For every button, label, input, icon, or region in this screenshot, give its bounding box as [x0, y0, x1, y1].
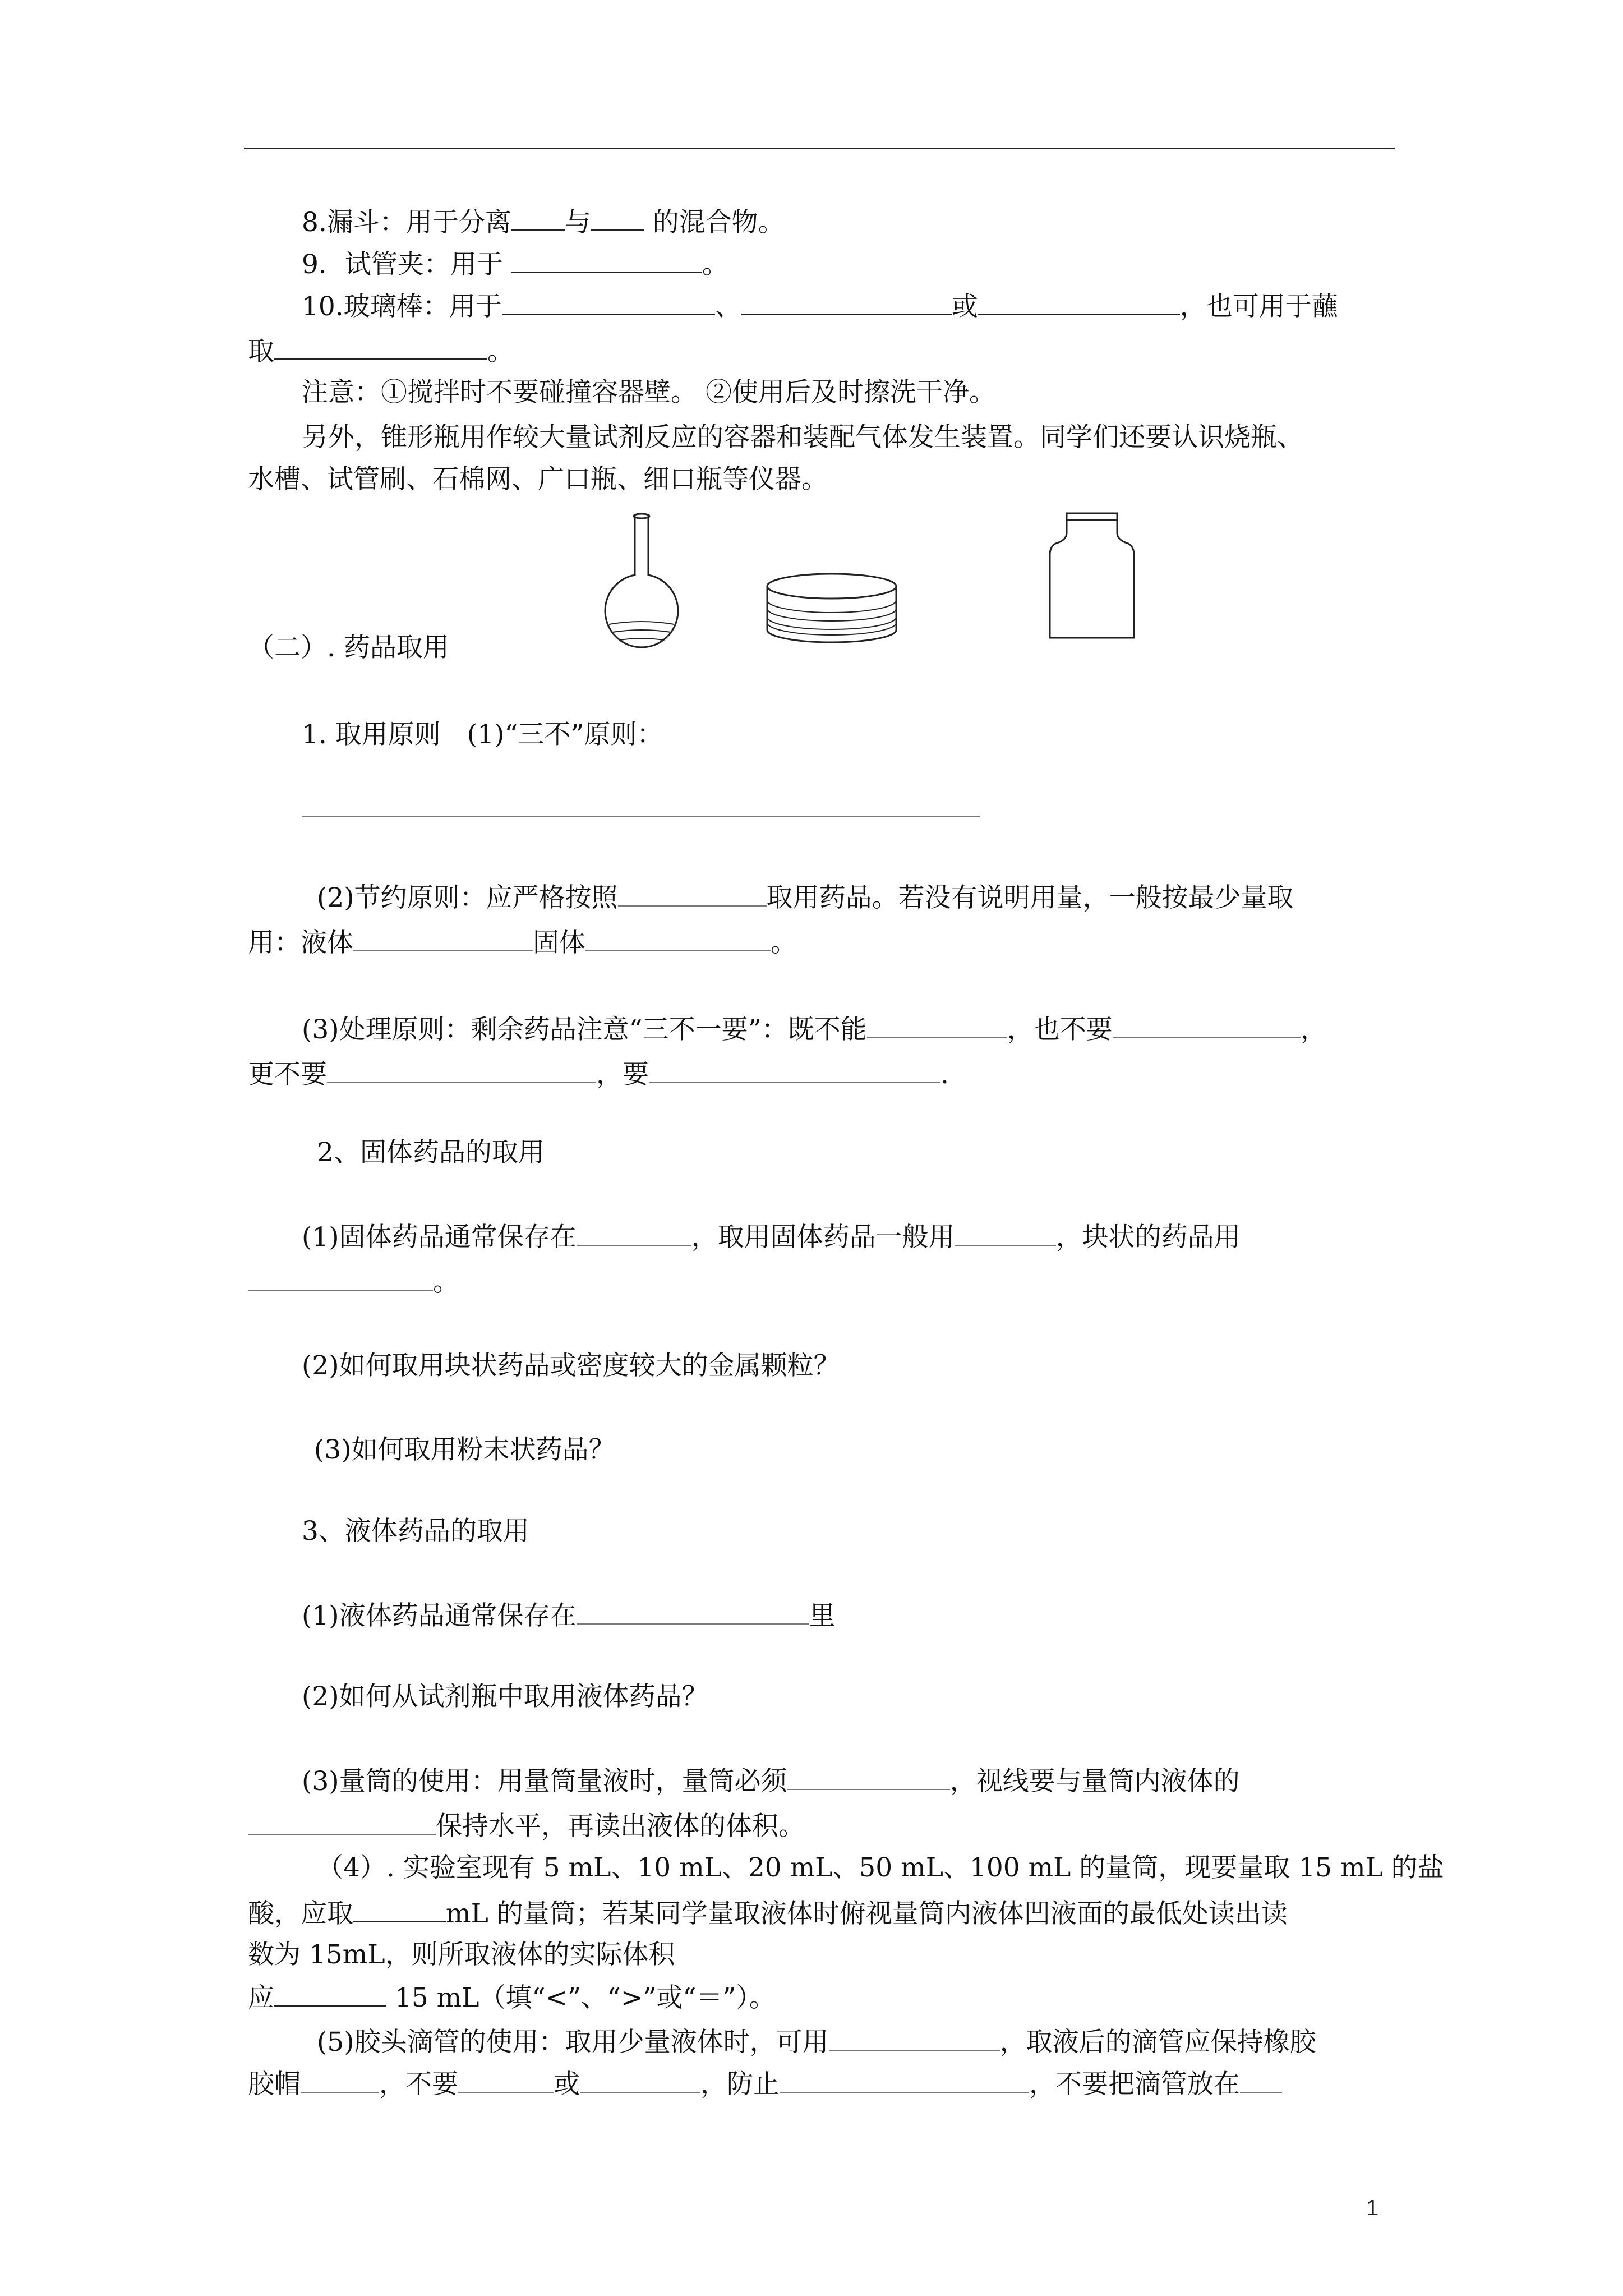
answer-blank[interactable] [248, 1265, 433, 1291]
answer-blank[interactable] [1113, 1013, 1301, 1038]
answer-blank[interactable] [458, 2067, 554, 2093]
item-funnel: 8.漏斗：用于分离 与 的混合物。 [302, 205, 785, 240]
principle-economy-cont: 用：液体 固体 。 [248, 926, 797, 960]
wide-mouth-bottle-icon [1050, 513, 1134, 638]
subsection-heading: 3、液体药品的取用 [302, 1516, 529, 1547]
answer-blank[interactable] [978, 289, 1180, 315]
answer-blank[interactable] [353, 1896, 446, 1922]
apparatus-illustrations [594, 508, 1155, 654]
item-glass-rod-cont: 取 。 [248, 334, 514, 369]
answer-blank[interactable] [353, 926, 533, 951]
principle-disposal-cont: 更不要 ，要 . [248, 1057, 949, 1092]
paragraph-text: 水槽、试管刷、石棉网、广口瓶、细口瓶等仪器。 [248, 464, 828, 495]
liquid-storage: (1)液体药品通常保存在 里 [302, 1599, 836, 1633]
answer-blank[interactable] [327, 1057, 596, 1083]
item-glass-rod: 10.玻璃棒：用于 、 或 ，也可用于蘸 [302, 289, 1338, 324]
solid-storage: (1)固体药品通常保存在 ，取用固体药品一般用 ，块状的药品用 [302, 1220, 1241, 1254]
graduated-cylinder-use-cont: 保持水平，再读出液体的体积。 [248, 1809, 805, 1843]
answer-blank[interactable] [577, 1220, 691, 1246]
page-number: 1 [1366, 2196, 1379, 2220]
answer-blank[interactable] [867, 1013, 1007, 1038]
question-text: (2)如何从试剂瓶中取用液体药品？ [302, 1681, 708, 1712]
principle-economy: (2)节约原则：应严格按照 取用药品。若没有说明用量，一般按最少量取 [317, 881, 1294, 915]
cylinder-question: （4）. 实验室现有 5 mL、10 mL、20 mL、50 mL、100 mL 的量筒，现要量取 15 mL 的盐 [317, 1852, 1444, 1883]
solid-storage-cont: 。 [248, 1265, 459, 1299]
answer-blank[interactable] [591, 205, 644, 231]
cylinder-question-cont: 应 15 mL（填“<”、“>”或“＝”）。 [248, 1980, 776, 2015]
answer-blank[interactable] [741, 289, 952, 315]
answer-blank[interactable] [511, 205, 565, 231]
answer-blank[interactable] [577, 1599, 809, 1625]
answer-blank[interactable] [780, 2067, 1029, 2093]
paragraph-text: 另外，锥形瓶用作较大量试剂反应的容器和装配气体发生装置。同学们还要认识烧瓶、 [302, 422, 1303, 453]
answer-blank[interactable] [301, 2067, 379, 2093]
flask-icon [605, 514, 678, 647]
water-trough-icon [767, 574, 896, 642]
answer-blank[interactable] [829, 2025, 1000, 2051]
answer-blank[interactable] [274, 1980, 386, 2007]
answer-blank[interactable] [502, 289, 715, 315]
answer-blank[interactable] [787, 1764, 950, 1790]
answer-blank[interactable] [274, 334, 487, 360]
cylinder-question-cont: 数为 15mL，则所取液体的实际体积 [248, 1939, 675, 1970]
note-text: 注意：①搅拌时不要碰撞容器壁。 ②使用后及时擦洗干净。 [302, 377, 995, 408]
item-test-tube-clamp: 9．试管夹：用于 。 [302, 247, 728, 282]
dropper-use-cont: 胶帽 ，不要 或 ，防止 ，不要把滴管放在 [248, 2067, 1282, 2101]
graduated-cylinder-use: (3)量筒的使用：用量筒量液时，量筒必须 ，视线要与量筒内液体的 [302, 1764, 1240, 1798]
answer-line [302, 791, 980, 825]
question-text: (2)如何取用块状药品或密度较大的金属颗粒？ [302, 1350, 840, 1381]
answer-blank[interactable] [649, 1057, 940, 1083]
answer-blank[interactable] [302, 791, 980, 817]
answer-blank[interactable] [248, 1809, 436, 1835]
section-heading: （二）. 药品取用 [248, 632, 449, 663]
answer-blank[interactable] [618, 881, 767, 907]
answer-blank[interactable] [955, 1220, 1056, 1246]
cylinder-question-cont: 酸，应取 mL 的量筒；若某同学量取液体时俯视量筒内液体凹液面的最低处读出读 [248, 1896, 1288, 1931]
answer-blank[interactable] [1240, 2067, 1282, 2093]
answer-blank[interactable] [585, 926, 771, 951]
header-rule [244, 148, 1395, 149]
principle-three-nots: 1. 取用原则 (1)“三不”原则： [302, 719, 663, 750]
answer-blank[interactable] [511, 247, 702, 273]
subsection-heading: 2、固体药品的取用 [317, 1137, 545, 1168]
answer-blank[interactable] [580, 2067, 700, 2093]
principle-disposal: (3)处理原则：剩余药品注意“三不一要”：既不能 ，也不要 ， [302, 1013, 1327, 1047]
question-text: (3)如何取用粉末状药品？ [314, 1434, 615, 1465]
dropper-use: (5)胶头滴管的使用：取用少量液体时，可用 ，取液后的滴管应保持橡胶 [317, 2025, 1316, 2059]
